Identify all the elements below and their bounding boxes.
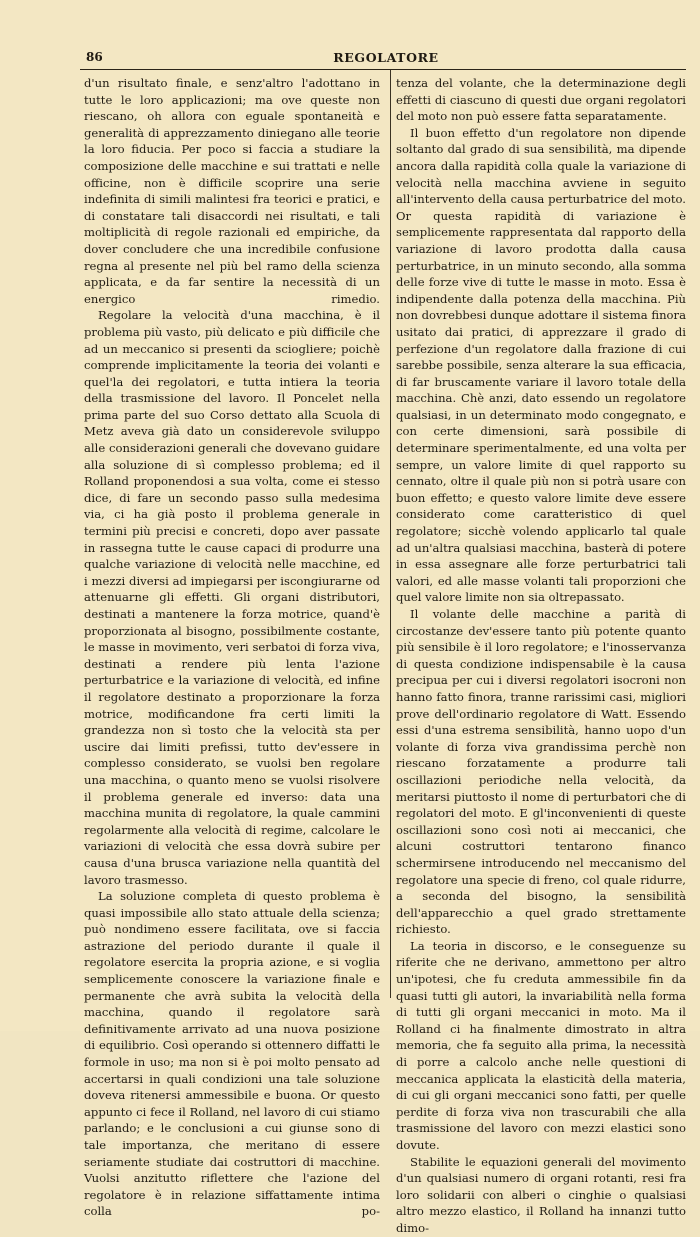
paragraph: La soluzione completa di questo problema è quasi impossibile allo stato attuale della scienza; può nondimeno essere facilitata, ove si faccia astrazione del periodo durante il quale il regolatore esercita la propria azione, e si voglia semplicemente conoscere la variazione finale e permanente che avrà subita la velocità della macchina, quando il regolatore sarà definitivamente arrivato ad una nuova posizione di equilibrio. Così operando si ottennero diffatti le formole in uso; ma non si è poi molto pensato ad accertarsi in quali condizioni una tale soluzione doveva ritenersi ammessibile e buona. Or questo appunto ci fece il Rolland, nel lavoro di cui stiamo parlando; e le conclusioni a cui giunse sono di tale importanza, che meritano di essere seriamente studiate dai costruttori di macchine. Vuolsi anzitutto riflettere che l'azione del regolatore è in relazione siffattamente intima colla po- bbox=[84, 889, 380, 1219]
page-number: 86 bbox=[86, 50, 103, 64]
paragraph: Regolare la velocità d'una macchina, è il problema più vasto, più delicato e più difficile che ad un meccanico si presenti da sciogliere; poichè comprende implicitamente la teoria dei volanti e quel'la dei regolatori, e tutta intiera la teoria della trasmissione del lavoro. Il Poncelet nella prima parte del suo Corso dettato alla Scuola di Metz aveva già dato un considerevole sviluppo alle considerazioni generali che dovevano guidare alla soluzione di sì complesso problema; ed il Rolland proponendosi a sua volta, come ei stesso dice, di fare un secondo passo sulla medesima via, ci ha già posto il problema generale in termini più precisi e concreti, dopo aver passate in rassegna tutte le cause capaci di produrre una qualche variazione di velocità nelle macchine, ed i mezzi diversi ad impiegarsi per iscongiurarne od attenuarne gli effetti. Gli organi distributori, destinati a mantenere la forza motrice, quand'è proporzionata al bisogno, possibilmente costante, le masse in movimento, veri serbatoi di forza viva, destinati a rendere più lenta l'azione perturbatrice e la variazione di velocità, ed infine il regolatore destinato a proporzionare la forza motrice, modificandone fra certi limiti la grandezza non sì tosto che la velocità sta per uscire dai limiti prefissi, tutto dev'essere in complesso considerato, se vuolsi ben regolare una macchina, o quanto meno se vuolsi risolvere il problema generale ed inverso: data una macchina munita di regolatore, la quale cammini regolarmente alla velocità di regime, calcolare le variazioni di velocità che essa dovrà subire per causa d'una brusca variazione nella quantità del lavoro trasmesso. bbox=[84, 308, 380, 887]
paragraph: Il volante delle macchine a parità di circostanze dev'essere tanto più potente quanto più sensibile è il loro regolatore; e l'inosservanza di questa condizione indispensabile è la causa precipua per cui i diversi regolatori isocroni non hanno fatto finora, tranne rarissimi casi, migliori prove dell'ordinario regolatore di Watt. Essendo essi d'una estrema sensibilità, hanno uopo d'un volante di forza viva grandissima perchè non riescano forzatamente a produrre tali oscillazioni periodiche nella velocità, da meritarsi piuttosto il nome di perturbatori che di regolatori del moto. E gl'inconvenienti di queste oscillazioni sono così noti ai meccanici, che alcuni costruttori tentarono financo schermirsene introducendo nel meccanismo del regolatore una specie di freno, col quale ridurre, a seconda del bisogno, la sensibilità dell'apparecchio a quel grado strettamente richiesto. bbox=[396, 607, 686, 937]
left-column bbox=[84, 75, 380, 1220]
paragraph: Stabilite le equazioni generali del movimento d'un qualsiasi numero di organi rotanti, resi fra loro solidarii con alberi o cinghie o qualsiasi altro mezzo elastico, il Rolland ha innanzi tutto dimo- bbox=[396, 1154, 686, 1235]
paragraph: tenza del volante, che la determinazione degli effetti di ciascuno di questi due organi regolatori del moto non può essere fatta separatamente. bbox=[396, 76, 686, 124]
column-divider bbox=[390, 70, 391, 998]
paragraph: d'un risultato finale, e senz'altro l'adottano in tutte le loro applicazioni; ma ove queste non riescano, oh allora con eguale spontaneità e generalità di apprezzamento diniegano alle teorie la loro fiducia. Per poco si faccia a studiare la composizione delle macchine e sui trattati e nelle officine, non è difficile scoprire una serie indefinita di simili malintesi fra teorici e pratici, e di constatare tali disaccordi nei risultati, e tali moltiplicità di regole razionali ed empiriche, da dover concludere che una incredibile confusione regna al presente nel più bel ramo della scienza applicata, e da far sentire la necessità di un energico rimedio. bbox=[84, 76, 380, 306]
running-title: REGOLATORE bbox=[333, 50, 439, 65]
right-column bbox=[396, 75, 686, 1237]
paragraph: Il buon effetto d'un regolatore non dipende soltanto dal grado di sua sensibilità, ma dipende ancora dalla rapidità colla quale la variazione di velocità nella macchina avviene in seguito all'intervento della causa perturbatrice del moto. Or questa rapidità di variazione è semplicemente rappresentata dal rapporto della variazione di lavoro prodotta dalla causa perturbatrice, in un minuto secondo, alla somma delle forze vive di tutte le masse in moto. Essa è indipendente dalla potenza della macchina. Più non dovrebbesi dunque adottare il sistema finora usitato dai pratici, di apprezzare il grado di perfezione d'un regolatore dalla frazione di cui sarebbe possibile, senza alterare la sua efficacia, di far bruscamente variare il lavoro totale della macchina. Chè anzi, dato essendo un regolatore qualsiasi, in un determinato modo congegnato, e con certe dimensioni, sarà possibile di determinare sperimentalmente, ed una volta per sempre, un valore limite di quel rapporto su cennato, oltre il quale più non si potrà usare con buon effetto; e questo valore limite deve essere considerato come caratteristico di quel regolatore; sicchè volendo applicarlo tal quale ad un'altra qualsiasi macchina, basterà di potere in essa assegnare alle forze perturbatrici tali valori, ed alle masse volanti tali proporzioni che quel valore limite non sia oltrepassato. bbox=[396, 125, 686, 605]
header-rule bbox=[80, 69, 686, 70]
paragraph: La teoria in discorso, e le conseguenze su riferite che ne derivano, ammettono per altro un'ipotesi, che fu creduta ammessibile fin da quasi tutti gli autori, la invariabilità nella forma di tutti gli organi meccanici in moto. Ma il Rolland ci ha finalmente dimostrato in altra memoria, che fa seguito alla prima, la necessità di porre a calcolo anche nelle questioni di meccanica applicata la elasticità della materia, di cui gli organi meccanici sono fatti, per quelle perdite di forza viva non trascurabili che alla trasmissione del lavoro con mezzi elastici sono dovute. bbox=[396, 938, 686, 1152]
page-header bbox=[86, 50, 686, 68]
